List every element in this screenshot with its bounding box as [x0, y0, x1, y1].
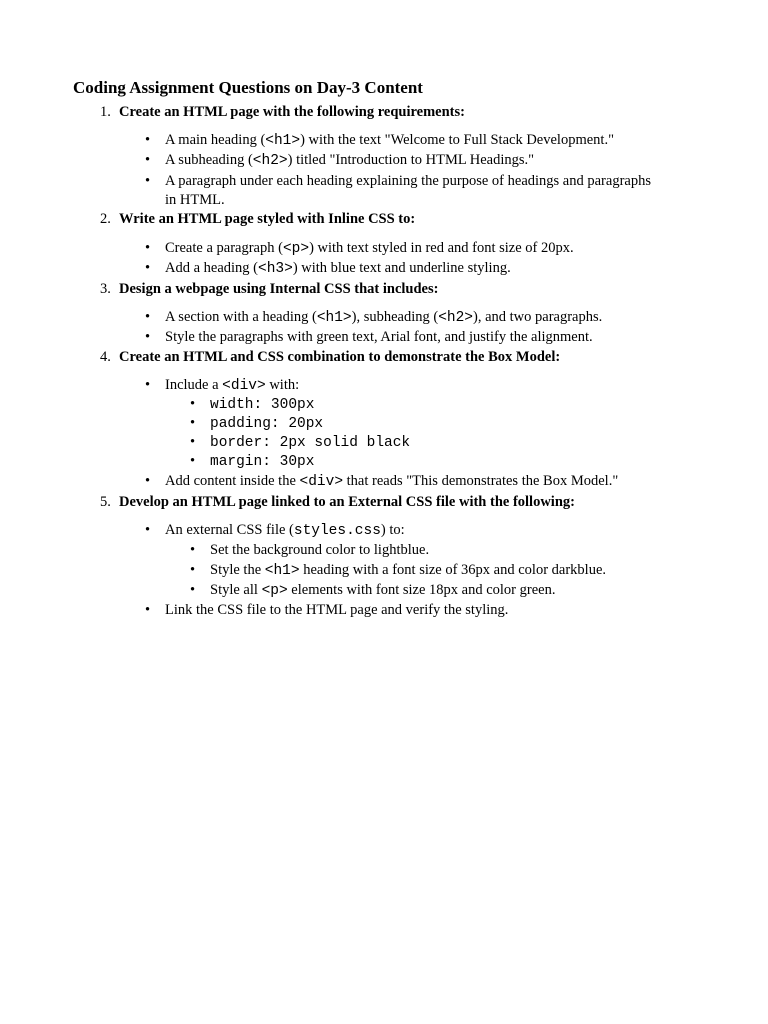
sub-list-item: • Style all <p> elements with font size 18px and color green. [190, 582, 556, 599]
question-3: 3. Design a webpage using Internal CSS that includes: [100, 281, 439, 297]
question-2: 2. Write an HTML page styled with Inline CSS to: [100, 211, 416, 227]
list-item: • A main heading (<h1>) with the text "Welcome to Full Stack Development." [145, 132, 614, 149]
list-item: • A subheading (<h2>) titled "Introduction to HTML Headings." [145, 152, 535, 169]
sub-list-item: • border: 2px solid black [190, 434, 411, 451]
list-item: • An external CSS file (styles.css) to: [145, 522, 405, 539]
sub-list-item: • width: 300px [190, 396, 315, 413]
list-item: • A paragraph under each heading explaining the purpose of headings and paragraphs [145, 173, 651, 189]
list-item: • Link the CSS file to the HTML page and verify the styling. [145, 602, 509, 618]
list-item: • Create a paragraph (<p>) with text styled in red and font size of 20px. [145, 240, 574, 257]
list-item: • Style the paragraphs with green text, Arial font, and justify the alignment. [145, 329, 593, 345]
question-4-text: Create an HTML and CSS combination to demonstrate the Box Model: [119, 349, 561, 365]
question-1-text: Create an HTML page with the following requirements: [119, 104, 465, 120]
sub-list-item: • Set the background color to lightblue. [190, 542, 430, 558]
question-4: 4. Create an HTML and CSS combination to demonstrate the Box Model: [100, 349, 561, 365]
sub-list-item: • margin: 30px [190, 453, 315, 470]
list-item-continuation: in HTML. [165, 192, 225, 208]
question-3-text: Design a webpage using Internal CSS that includes: [119, 281, 439, 297]
question-1: 1. Create an HTML page with the following requirements: [100, 104, 465, 120]
list-item: • Add content inside the <div> that reads "This demonstrates the Box Model." [145, 473, 619, 490]
document-title: Coding Assignment Questions on Day-3 Content [73, 78, 423, 97]
list-item: • Include a <div> with: [145, 377, 300, 394]
sub-list-item: • padding: 20px [190, 415, 324, 432]
question-5: 5. Develop an HTML page linked to an External CSS file with the following: [100, 494, 575, 510]
question-2-text: Write an HTML page styled with Inline CSS to: [119, 211, 416, 227]
sub-list-item: • Style the <h1> heading with a font size of 36px and color darkblue. [190, 562, 607, 579]
list-item: • Add a heading (<h3>) with blue text and underline styling. [145, 260, 511, 277]
list-item: • A section with a heading (<h1>), subheading (<h2>), and two paragraphs. [145, 309, 603, 326]
question-5-text: Develop an HTML page linked to an External CSS file with the following: [119, 494, 575, 510]
